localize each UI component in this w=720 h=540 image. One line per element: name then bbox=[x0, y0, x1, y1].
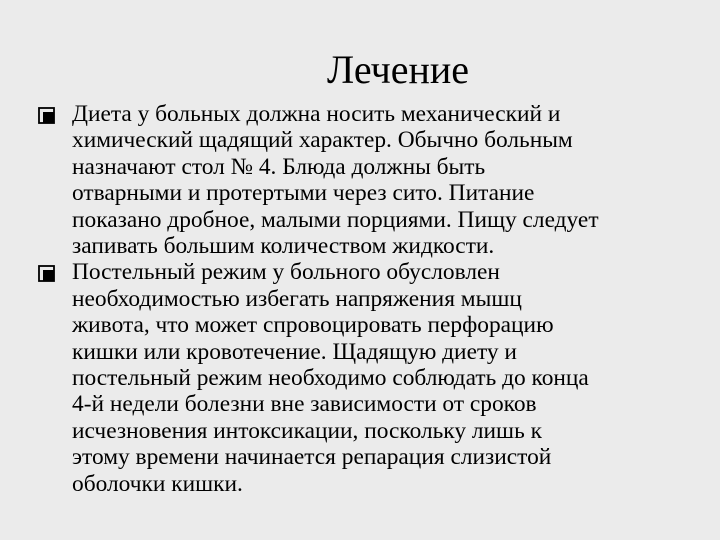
bullet-line: назначают стол № 4. Блюда должны быть bbox=[72, 153, 486, 180]
bullet-line: показано дробное, малыми порциями. Пищу следует bbox=[72, 206, 599, 233]
bullet-line: Диета у больных должна носить механический и bbox=[72, 101, 561, 127]
bullet-line: исчезновения интоксикации, поскольку лишь к bbox=[72, 417, 542, 444]
bullet-line: живота, что может спровоцировать перфорацию bbox=[72, 312, 554, 339]
bullet-line: этому времени начинается репарация слизистой bbox=[72, 444, 552, 471]
bullet-line: Постельный режим у больного обусловлен bbox=[72, 259, 500, 286]
bullet-line: 4-й недели болезни вне зависимости от сроков bbox=[72, 391, 537, 418]
bullet-line: отварными и протертыми через сито. Питание bbox=[72, 180, 535, 207]
bullet-line: оболочки кишки. bbox=[72, 470, 243, 497]
bullet-line: химический щадящий характер. Обычно больным bbox=[72, 127, 573, 154]
bullet-item-bed-rest bbox=[36, 259, 696, 497]
bullet-line: запивать большим количеством жидкости. bbox=[72, 233, 495, 260]
bullet-line: кишки или кровотечение. Щадящую диету и bbox=[72, 338, 517, 365]
slide-title: Лечение bbox=[326, 47, 470, 92]
bullet-item-diet bbox=[36, 101, 696, 259]
square-bullet-icon bbox=[38, 107, 55, 124]
square-bullet-icon bbox=[38, 265, 55, 282]
bullet-line: постельный режим необходимо соблюдать до конца bbox=[72, 365, 589, 392]
bullet-line: необходимостью избегать напряжения мышц bbox=[72, 285, 522, 312]
bullet-list bbox=[36, 101, 696, 497]
